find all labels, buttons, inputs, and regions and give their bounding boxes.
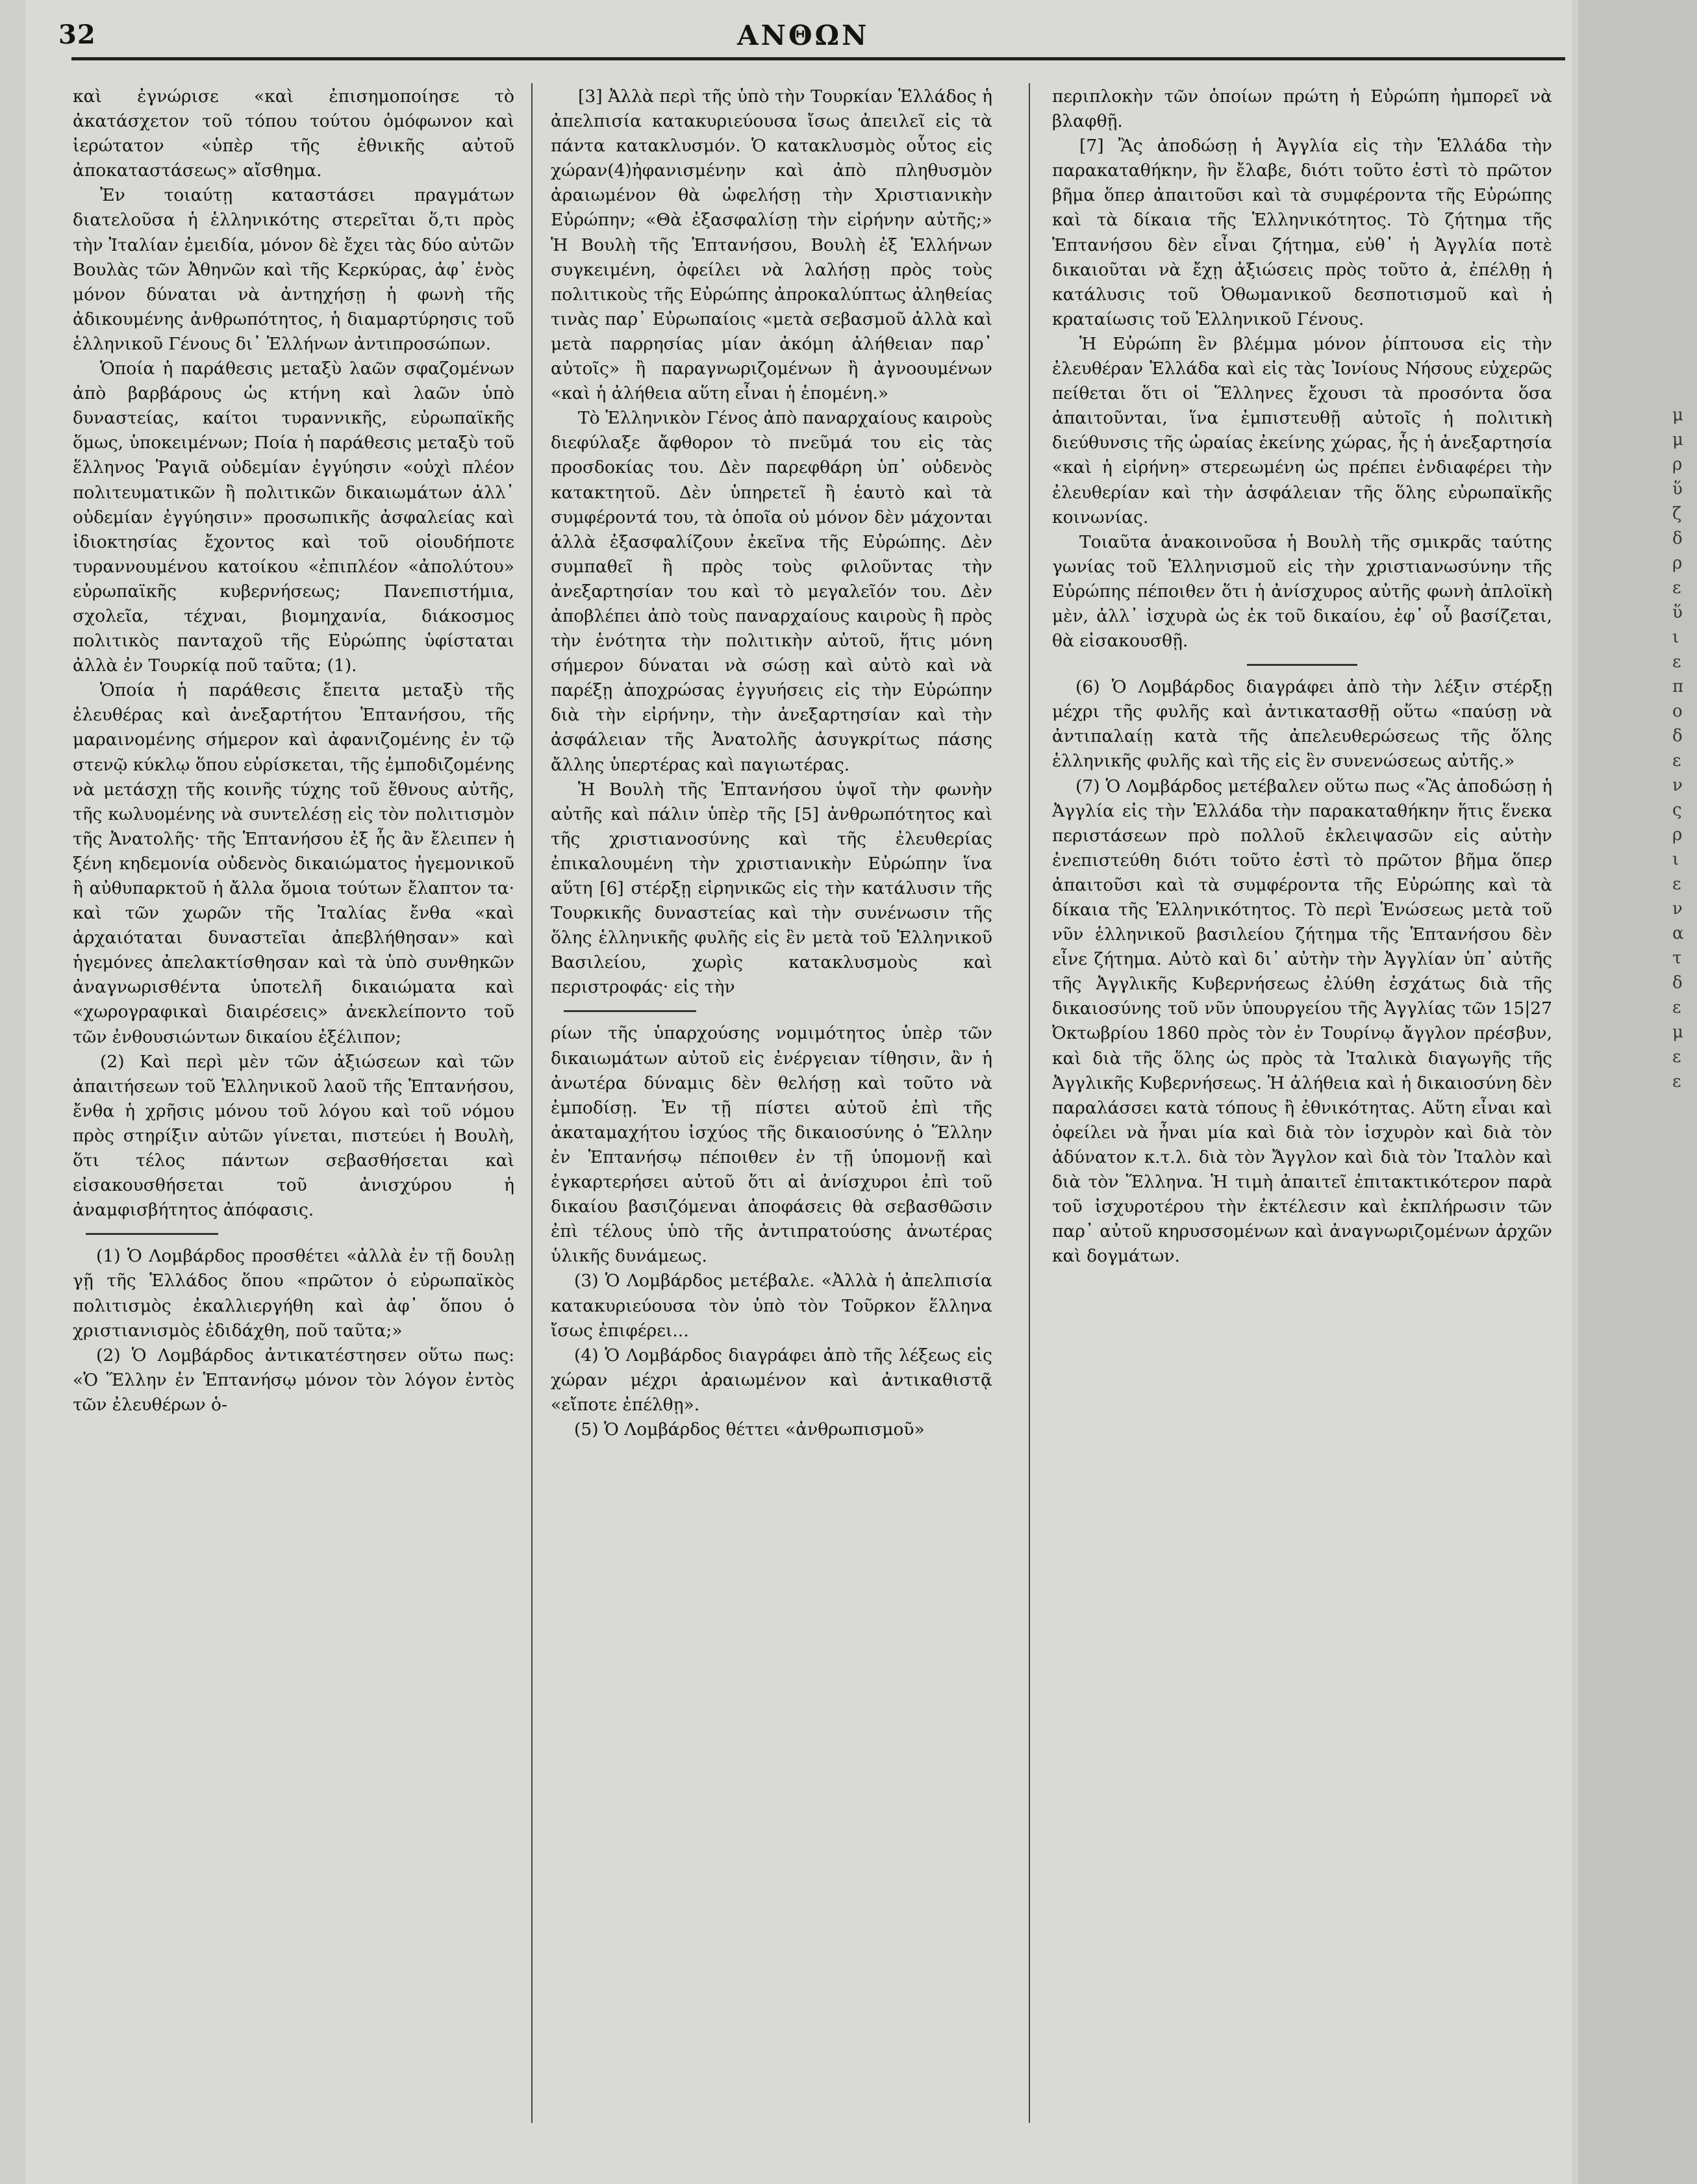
paragraph: Τὸ Ἑλληνικὸν Γένος ἀπὸ παναρχαίους καιροὺς διεφύλαξε ἄφθορον τὸ πνεῦμά του εἰς τὰς προσδοκίας του. Δὲν παρεφθάρη ὑπ᾽ οὐδενὸς κατακτητοῦ. Δὲν ὑπηρετεῖ ἢ ἑαυτὸ καὶ τὰ συμφέροντά του, τὰ ὁποῖα οὐ μόνον δὲν μάχονται ἀλλὰ ἐξασφαλίζουν ἐκεῖνα τῆς Εὐρώπης. Δὲν συμπαθεῖ ἢ πρὸς τοὺς φιλοῦντας τὴν ἀνεξαρτησίαν του καὶ τὸ μεγαλεῖόν του. Δὲν ἀποβλέπει ἀπὸ τοὺς παναρχαίους καιροὺς ἢ πρὸς τὴν ἑνότητα τὴν πολιτικὴν αὐτοῦ, ἥτις μόνη σήμερον δύναται νὰ σώσῃ καὶ αὐτὸ καὶ νὰ παρέξῃ ἀποχρώσας ἐγγυήσεις εἰς τὴν Εὐρώπην διὰ τὴν εἰρήνην, τὴν ἀνεξαρτησίαν καὶ τὴν ἀσφάλειαν τῆς Ἀνατολῆς ἀσυγκρίτως πάσης ἄλλης ὑπερτέρας καὶ παγιωτέρας. (551, 408, 992, 775)
paragraph: Ὁποία ἡ παράθεσις ἔπειτα μεταξὺ τῆς ἐλευθέρας καὶ ἀνεξαρτήτου Ἑπτανήσου, τῆς μαραινομένης σήμερον καὶ ἀφανιζομένης ἐν τῷ στενῷ κύκλῳ ὅπου εὑρίσκεται, τῆς ἐμποδιζομένης νὰ μετάσχῃ τῆς κοινῆς τύχης τοῦ ἔθνους αὐτῆς, τῆς κωλυομένης νὰ συντελέσῃ εἰς τὸν πολιτισμὸν τῆς Ἀνατολῆς· τῆς Ἑπτανήσου ἐξ ἧς ἂν ἔλειπεν ἡ ξένη κηδεμονία οὐδενὸς δικαιώματος ἡγεμονικοῦ ἢ αὐθυπαρκτοῦ ἡ ἄλλα ὅμοια τούτων ἔλαπτον τα· καὶ τῶν χωρῶν τῆς Ἰταλίας ἔνθα «καὶ ἀρχαιόταται δυναστεῖαι ἀπεβλήθησαν» καὶ ἡγεμόνες ἀπελακτίσθησαν καὶ τὰ ὑπὸ συνθηκῶν ἀναγνωρισθέντα ὑποτελῆ δικαιώματα καὶ «χωρογραφικαὶ διαιρέσεις» ἀνεκλείποντο τοῦ τῶν ἐνθουσιώντων δικαίου ἐξέλιπον; (73, 680, 514, 1047)
footnote-continuation: ρίων τῆς ὑπαρχούσης νομιμότητος ὑπὲρ τῶν δικαιωμάτων αὐτοῦ εἰς ἐνέργειαν τίθησιν, ἂν ἡ ἀνωτέρα δύναμις δὲν θελήσῃ καὶ τοῦτο νὰ ἐμποδίσῃ. Ἐν τῇ πίστει αὐτοῦ ἐπὶ τῆς ἀκαταμαχήτου ἰσχύος τῆς δικαιοσύνης ὁ Ἕλλην ἐν Ἑπτανήσῳ πέποιθεν ἐν τῇ ὑπομονῇ καὶ ἐγκαρτερήσει αὐτοῦ ὅτι αἱ ἀνίσχυροι ἐπὶ τοῦ δικαίου βασιζόμεναι ἀποφάσεις θὰ σεβασθῶσιν ἐπὶ τέλους ὑπὸ τῆς ἀντιπρατούσης ἀνωτέρας ὑλικῆς δυνάμεως. (551, 1023, 992, 1267)
footnote: (1) Ὁ Λομβάρδος προσθέτει «ἀλλὰ ἐν τῇ δουλῃ γῇ τῆς Ἑλλάδος ὅπου «πρῶτον ὁ εὐρωπαϊκὸς πολιτισμὸς ἐκαλλιεργήθη καὶ ἀφ᾽ ὅπου ὁ χριστιανισμὸς ἐδιδάχθη, ποῦ ταῦτα;» (73, 1246, 514, 1341)
page-number: 32 (58, 19, 96, 50)
footnote-rule (564, 1010, 696, 1012)
facing-page-glyphs: μ μ ρ ὕ ζ δ ρ ε ὕ ι ε π ο δ ε ν ς ρ ι ε ν α τ δ ε μ ε ε (1672, 405, 1684, 1091)
paragraph: Ἡ Εὐρώπη ἓν βλέμμα μόνον ῥίπτουσα εἰς τὴν ἐλευθέραν Ἑλλάδα καὶ εἰς τὰς Ἰονίους Νήσους εὐχερῶς πείθεται ὅτι οἱ Ἕλληνες ἔχουσι τὰ προσόντα ὅσα ἀπαιτοῦνται, ἵνα ἐμπιστευθῇ αὐτοῖς ἡ πολιτικὴ διεύθυνσις τῆς ὡραίας ἐκείνης χώρας, ἧς ἡ ἀνεξαρτησία «καὶ ἡ εἰρήνη» στερεωμένη ὡς πρέπει ἐνδιαφέρει τὴν ἐλευθερίαν καὶ τὴν ἀσφάλειαν τῆς ὅλης εὐρωπαϊκῆς κοινωνίας. (1052, 333, 1552, 527)
section-rule (1247, 664, 1357, 666)
column-1 (73, 84, 514, 2131)
footnote: (3) Ὁ Λομβάρδος μετέβαλε. «Ἀλλὰ ἡ ἀπελπισία κατακυριεύουσα τὸν ὑπὸ τὸν Τοῦρκον ἕλληνα ἴσως ἐπιφέρει... (551, 1271, 992, 1341)
column-3 (1052, 84, 1552, 2131)
paragraph: [7] Ἂς ἀποδώσῃ ἡ Ἀγγλία εἰς τὴν Ἑλλάδα τὴν παρακαταθήκην, ἣν ἔλαβε, διότι τοῦτο ἐστὶ τὸ πρῶτον βῆμα ὅπερ ἀπαιτοῦσι καὶ τὰ συμφέροντα τῆς Εὐρώπης καὶ τὰ δίκαια τῆς Ἑλληνικότητος. Τὸ ζήτημα τῆς Ἑπτανήσου δὲν εἶναι ζήτημα, εὐθ᾽ ἡ Ἀγγλία ποτὲ δικαιοῦται νὰ ἔχῃ ἀξιώσεις πρὸς τοῦτο ἀ, ἐπέλθῃ ἡ κατάλυσις τοῦ Ὀθωμανικοῦ δεσποτισμοῦ καὶ ἡ κραταίωσις τοῦ Ἑλληνικοῦ Γένους. (1052, 136, 1552, 329)
footnote: (2) Ὁ Λομβάρδος ἀντικατέστησεν οὕτω πως: «Ὁ Ἕλλην ἐν Ἑπτανήσῳ μόνον τὸν λόγον ἐντὸς τῶν ἐλευθέρων ὁ- (73, 1345, 514, 1415)
paragraph: περιπλοκὴν τῶν ὁποίων πρώτη ἡ Εὐρώπη ἠμπορεῖ νὰ βλαφθῇ. (1052, 86, 1552, 132)
footnote: (5) Ὁ Λομβάρδος θέττει «ἀνθρωπισμοῦ» (574, 1419, 925, 1440)
footnote: (4) Ὁ Λομβάρδος διαγράφει ἀπὸ τῆς λέξεως εἰς χώραν μέχρι ἀραιωμένον καὶ ἀντικαθιστᾷ «εἴποτε ἐπέλθῃ». (551, 1345, 992, 1415)
paragraph: (2) Καὶ περὶ μὲν τῶν ἀξιώσεων καὶ τῶν ἀπαιτήσεων τοῦ Ἑλληνικοῦ λαοῦ τῆς Ἑπτανήσου, ἔνθα ἡ χρῆσις μόνου τοῦ λόγου καὶ τοῦ νόμου πρὸς στηρίξιν αὐτῶν γίνεται, πιστεύει ἡ Βουλὴ, ὅτι τέλος πάντων σεβασθήσεται καὶ εἰσακουσθήσεται τοῦ ἀνισχύρου ἡ ἀναμφισβήτητος ἀπόφασις. (73, 1051, 514, 1221)
column-rule (531, 83, 533, 2123)
paragraph: Ἐν τοιαύτῃ καταστάσει πραγμάτων διατελοῦσα ἡ ἑλληνικότης στερεῖται ὅ,τι πρὸς τὴν Ἰταλίαν ἐμειδία, μόνον δὲ ἔχει τὰς δύο αὐτῶν Βουλὰς τῶν Ἀθηνῶν καὶ τῆς Κερκύρας, ἀφ᾽ ἑνὸς μόνον δύναται νὰ ἀντηχήσῃ ἡ φωνὴ τῆς ἀδικουμένης ἀνθρωπότητος, ἡ διαμαρτύρησις τοῦ ἑλληνικοῦ Γένους δι᾽ Ἑλλήνων ἀντιπροσώπων. (73, 185, 514, 354)
paragraph: [3] Ἀλλὰ περὶ τῆς ὑπὸ τὴν Τουρκίαν Ἑλλάδος ἡ ἀπελπισία κατακυριεύουσα ἴσως ἀπειλεῖ εἰς τὰ πάντα κατακλυσμόν. Ὁ κατακλυσμὸς οὗτος εἰς χώραν(4)ἠφανισμένην καὶ ἀπὸ πληθυσμὸν ἀραιωμένον θὰ ὠφελήσῃ τὴν Χριστιανικὴν Εὐρώπην; «Θὰ ἐξασφαλίσῃ τὴν εἰρήνην αὐτῆς;» Ἡ Βουλὴ τῆς Ἑπτανήσου, Βουλὴ ἐξ Ἑλλήνων συγκειμένη, ὀφείλει νὰ λαλήσῃ πρὸς τοὺς πολιτικοὺς τῆς Εὐρώπης ἀπροκαλύπτως ἀληθείας τινὰς παρ᾽ Εὐρωπαίοις «μετὰ σεβασμοῦ ἀλλὰ καὶ μετὰ παρρησίας μίαν ἀκόμη ἀλήθειαν παρ᾽ αὐτοῖς» ἢ παραγνωριζομένων ἢ ἀγνοουμένων «καὶ ἡ ἀλήθεια αὕτη εἶναι ἡ ἑπομένη.» (551, 86, 992, 404)
paragraph: Τοιαῦτα ἀνακοινοῦσα ἡ Βουλὴ τῆς σμικρᾶς ταύτης γωνίας τοῦ Ἑλληνισμοῦ εἰς τὴν χριστιανωσύνην τῆς Εὐρώπης πέποιθεν ὅτι ἡ ἀνίσχυρος αὐτῆς φωνὴ ἀπλοϊκὴ μὲν, ἀλλ᾽ ἰσχυρὰ ὡς ἐκ τοῦ δικαίου, ἐφ᾽ οὗ βασίζεται, θὰ εἰσακουσθῇ. (1052, 531, 1552, 652)
header-rule (71, 57, 1565, 60)
running-head: ΑΝΘΩΝ (737, 19, 870, 51)
footnote-rule (86, 1233, 218, 1235)
footnote: (6) Ὁ Λομβάρδος διαγράφει ἀπὸ τὴν λέξιν στέρξῃ μέχρι τῆς φυλῆς καὶ ἀντικατασθῇ οὕτω «παύσῃ νὰ ἀντιπαλαίῃ κατὰ τῆς ἀπελευθερώσεως τῆς ὅλης ἑλληνικῆς φυλῆς καὶ τῆς εἰς ἓν συνενώσεως αὐτῆς.» (1052, 677, 1552, 772)
footnote: (7) Ὁ Λομβάρδος μετέβαλεν οὕτω πως «Ἂς ἀποδώσῃ ἡ Ἀγγλία εἰς τὴν Ἑλλάδα τὴν παρακαταθήκην ἥτις ἕνεκα περιστάσεων πρὸ πολλοῦ ἐκλειψασῶν εἰς αὐτὴν ἐνεπιστεύθη διότι τοῦτο ἐστὶ τὸ πρῶτον βῆμα ὅπερ ἀπαιτοῦσι καὶ τὰ συμφέροντα τῆς Εὐρώπης καὶ τὰ δίκαια τῆς Ἑλληνικότητος. Τὸ περὶ Ἑνώσεως μετὰ τοῦ νῦν ἑλληνικοῦ βασιλείου ζήτημα τῆς Ἑπτανήσου δὲν εἶνε ζήτημα. Αὐτὸ καὶ δι᾽ αὐτὴν τὴν Ἀγγλίαν ὑπ᾽ αὐτῆς τῆς Ἀγγλικῆς Κυβερνήσεως ἐλύθη ἐσχάτως διὰ τῆς δικαιοσύνης τοῦ νῦν ὑπουργείου τῆς Ἀγγλίας τῶν 15|27 Ὀκτωβρίου 1860 πρὸς τὸν ἐν Τουρίνῳ ἄγγλον πρέσβυν, καὶ διὰ τῆς ὅλης ὡς πρὸς τὰ Ἰταλικὰ διαγωγῆς τῆς Ἀγγλικῆς Κυβερνήσεως. Ἡ ἀλήθεια καὶ ἡ δικαιοσύνη δὲν παραλάσσει κατὰ τόπους ἢ ἐθνικότητας. Αὕτη εἶναι καὶ ὀφείλει νὰ ἦναι μία καὶ διὰ τὸν ἰσχυρὸν καὶ διὰ τὸν ἀδύνατον κ.τ.λ. διὰ τὸν Ἄγγλον καὶ διὰ τὸν Ἰταλὸν καὶ διὰ τὸν Ἕλληνα. Ἡ τιμὴ ἀπαιτεῖ ἐπιτακτικότερον παρὰ τοῦ ἰσχυροτέρου τὴν ἐκτέλεσιν καὶ ἐκπλήρωσιν τῶν παρ᾽ αὐτοῦ κηρυσσομένων καὶ ἀναγνωριζομένων ἀρχῶν καὶ δογμάτων. (1052, 776, 1552, 1267)
paragraph: καὶ ἐγνώρισε «καὶ ἐπισημοποίησε τὸ ἀκατάσχετον τοῦ τόπου τούτου ὁμόφωνον καὶ ἱερώτατον «ὑπὲρ τῆς ἐθνικῆς αὐτοῦ ἀποκαταστάσεως» αἴσθημα. (73, 86, 514, 181)
paragraph: Ἡ Βουλὴ τῆς Ἑπτανήσου ὑψοῖ τὴν φωνὴν αὐτῆς καὶ πάλιν ὑπὲρ τῆς [5] ἀνθρωπότητος καὶ τῆς χριστιανοσύνης καὶ τῆς ἐλευθερίας ἐπικαλουμένη τὴν χριστιανικὴν Εὐρώπην ἵνα αὕτη [6] στέρξῃ εἰρηνικῶς εἰς τὴν κατάλυσιν τῆς Τουρκικῆς δυναστείας καὶ τὴν συνένωσιν τῆς ὅλης ἑλληνικῆς φυλῆς εἰς ἓν μετὰ τοῦ Ἑλληνικοῦ Βασιλείου, χωρὶς κατακλυσμοὺς καὶ περιστροφάς· εἰς τὴν (551, 779, 992, 998)
column-rule (1029, 83, 1030, 2123)
column-2 (551, 84, 992, 2131)
paragraph: Ὁποία ἡ παράθεσις μεταξὺ λαῶν σφαζομένων ἀπὸ βαρβάρους ὡς κτήνη καὶ λαῶν ὑπὸ δυναστείας, καίτοι τυραννικῆς, εὐρωπαϊκῆς ὅμως, ὑποκειμένων; Ποία ἡ παράθεσις μεταξὺ τοῦ ἕλληνος Ῥαγιᾶ οὐδεμίαν ἐγγύησιν «οὐχὶ πλέον πολιτευματικῶν ἢ πολιτικῶν δικαιωμάτων ἀλλ᾽ οὐδεμίαν ἐγγύησιν» προσωπικῆς ἀσφαλείας καὶ ἰδιοκτησίας ἔχοντος καὶ τοῦ οἱουδήποτε τυραννουμένου κατοίκου «ἐπιπλέον «ἀπολύτου» εὐρωπαϊκῆς κυβερνήσεως; Πανεπιστήμια, σχολεῖα, τέχναι, βιομηχανία, διάκοσμος πολιτικὸς πανταχοῦ τῆς Εὐρώπης ὑφίσταται ἀλλὰ ἐν Τουρκίᾳ ποῦ ταῦτα; (1). (73, 359, 514, 676)
